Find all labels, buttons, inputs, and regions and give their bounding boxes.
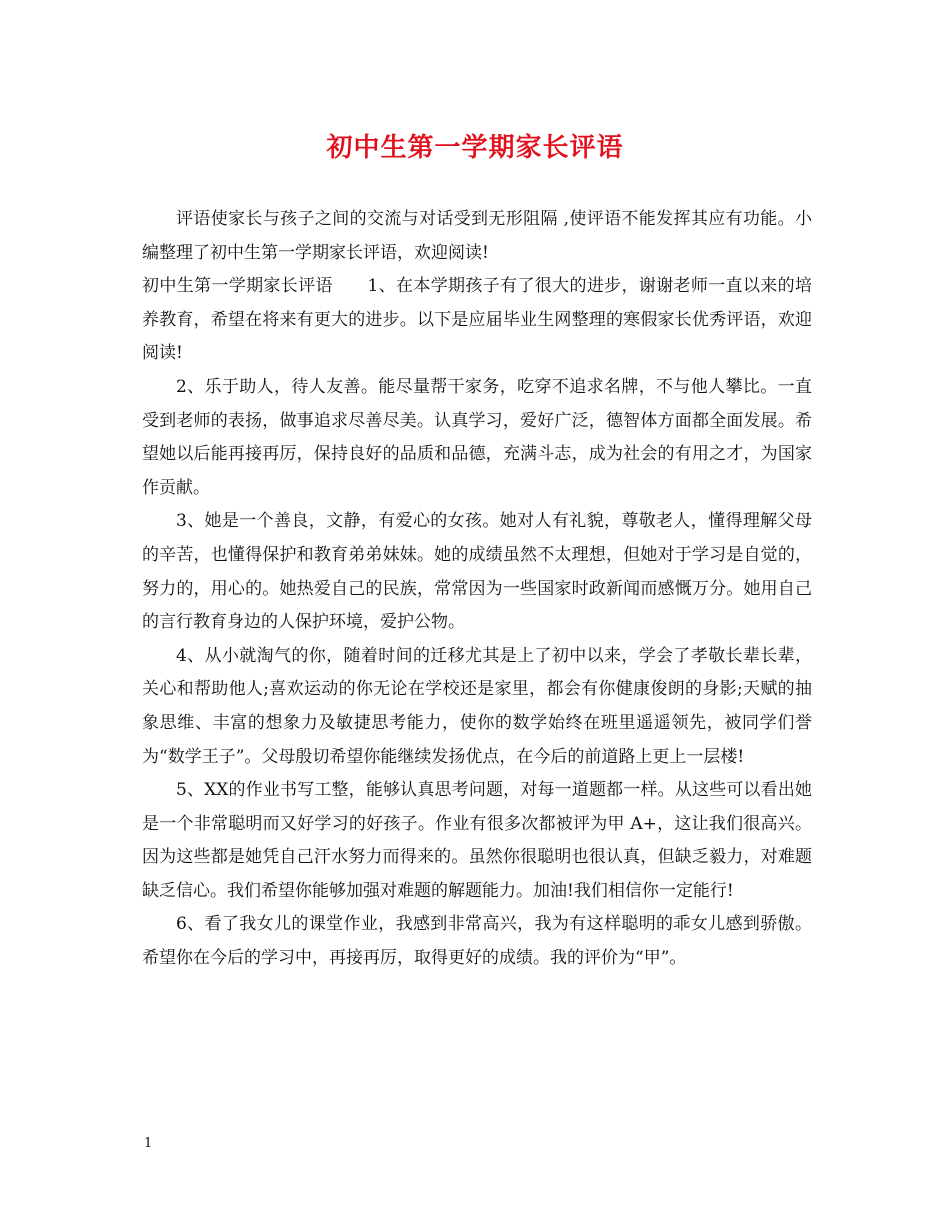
comment-paragraph-4: 4、从小就淘气的你，随着时间的迁移尤其是上了初中以来，学会了孝敬长辈长辈，关心和帮助他人;喜欢运动的你无论在学校还是家里，都会有你健康俊朗的身影;天赋的抽象思维、丰富的想象力及敏捷思考能力，使你的数学始终在班里遥遥领先，被同学们誉为“数学王子”。父母殷切希望你能继续发扬优点，在今后的前道路上更上一层楼! — [142, 645, 812, 767]
page-number: 1 — [144, 1136, 153, 1151]
comment-paragraph-5: 5、XX的作业书写工整，能够认真思考问题，对每一道题都一样。从这些可以看出她是一个非常聪明而又好学习的好孩子。作业有很多次都被评为甲 A+，这让我们很高兴。因为这些都是她凭自己汗水努力而得来的。虽然你很聪明也很认真，但缺乏毅力，对难题缺乏信心。我们希望你能够加强对难题的解题能力。加油!我们相信你一定能行! — [142, 780, 812, 901]
comment-paragraph-1: 初中生第一学期家长评语 1、在本学期孩子有了很大的进步，谢谢老师一直以来的培养教育，希望在将来有更大的进步。以下是应届毕业生网整理的寒假家长优秀评语，欢迎阅读! — [142, 276, 812, 364]
comment-paragraph-6: 6、看了我女儿的课堂作业，我感到非常高兴，我为有这样聪明的乖女儿感到骄傲。希望你在今后的学习中，再接再厉，取得更好的成绩。我的评价为“甲”。 — [142, 914, 812, 969]
comment-paragraph-3: 3、她是一个善良，文静，有爱心的女孩。她对人有礼貌，尊敬老人，懂得理解父母的辛苦，也懂得保护和教育弟弟妹妹。她的成绩虽然不太理想，但她对于学习是自觉的，努力的，用心的。她热爱自己的民族，常常因为一些国家时政新闻而感慨万分。她用自己的言行教育身边的人保护环境，爱护公物。 — [142, 511, 812, 633]
comment-paragraph-2: 2、乐于助人，待人友善。能尽量帮干家务，吃穿不追求名牌，不与他人攀比。一直受到老师的表扬，做事追求尽善尽美。认真学习，爱好广泛，德智体方面都全面发展。希望她以后能再接再厉，保持良好的品质和品德，充满斗志，成为社会的有用之才，为国家作贡献。 — [142, 376, 812, 498]
document-title: 初中生第一学期家长评语 — [326, 133, 624, 163]
intro-paragraph: 评语使家长与孩子之间的交流与对话受到无形阻隔 ,使评语不能发挥其应有功能。小编整理了初中生第一学期家长评语，欢迎阅读! — [142, 209, 812, 263]
document-body — [142, 203, 812, 976]
